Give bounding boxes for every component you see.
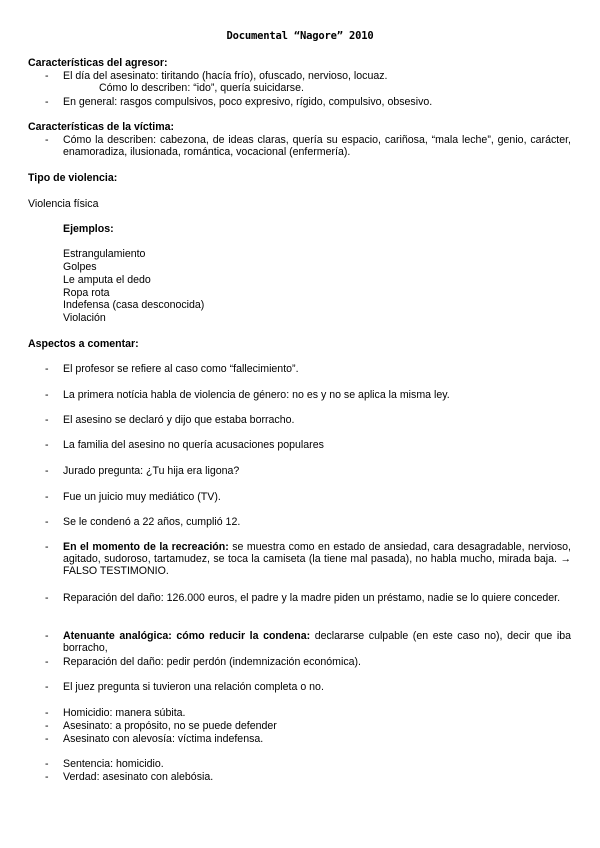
bullet-dash: - [45,771,49,783]
aspecto-item-9: Reparación del daño: 126.000 euros, el padre y la madre piden un préstamo, nadie se lo quiere conceder. [63,592,561,604]
bullet-dash: - [45,134,49,146]
aspecto-item-10-bold: Atenuante analógica: cómo reducir la condena: [63,630,311,642]
aspecto-item-15: Asesinato con alevosía: víctima indefensa. [63,733,264,745]
example-item: Indefensa (casa desconocida) [63,299,205,311]
bullet-dash: - [45,592,49,604]
aspecto-item-14: Asesinato: a propósito, no se puede defender [63,720,277,732]
example-item: Violación [63,312,106,324]
bullet-dash: - [45,465,49,477]
bullet-dash: - [45,70,49,82]
agresor-item-2: En general: rasgos compulsivos, poco expresivo, rígido, compulsivo, obsesivo. [63,96,433,108]
aspecto-item-16: Sentencia: homicidio. [63,758,164,770]
agresor-item-1-sub: Cómo lo describen: “ido”, quería suicidarse. [99,82,304,94]
bullet-dash: - [45,681,49,693]
document-title: Documental “Nagore” 2010 [226,30,374,42]
bullet-dash: - [45,720,49,732]
aspecto-item-17: Verdad: asesinato con alebósia. [63,771,214,783]
aspecto-item-8-bold: En el momento de la recreación: [63,541,229,553]
aspecto-item-11: Reparación del daño: pedir perdón (indemnización económica). [63,656,361,668]
bullet-dash: - [45,630,49,642]
bullet-dash: - [45,439,49,451]
aspecto-item-1: El profesor se refiere al caso como “fallecimiento”. [63,363,299,375]
aspecto-item-7: Se le condenó a 22 años, cumplió 12. [63,516,241,528]
aspecto-item-8-text: se muestra como en estado de ansiedad, cara desagradable, nervioso, agitado, sudoroso, tartamudez, se toca la camiseta (la tiene mal pasada), no habla mucho, mirada baja. → FALSO TESTIMONIO. [63,541,571,578]
example-item: Ropa rota [63,287,110,299]
example-item: Le amputa el dedo [63,274,151,286]
violencia-type: Violencia física [28,198,99,210]
victima-heading: Características de la víctima: [28,121,175,133]
bullet-dash: - [45,758,49,770]
agresor-heading: Características del agresor: [28,57,168,69]
bullet-dash: - [45,516,49,528]
bullet-dash: - [45,491,49,503]
bullet-dash: - [45,363,49,375]
aspecto-item-5: Jurado pregunta: ¿Tu hija era ligona? [63,465,240,477]
ejemplos-heading: Ejemplos: [63,223,114,235]
aspecto-item-12: El juez pregunta si tuvieron una relación completa o no. [63,681,324,693]
victima-item-1: Cómo la describen: cabezona, de ideas claras, quería su espacio, cariñosa, “mala leche”, genio, carácter, enamoradiza, ilusionada, romántica, vocacional (enfermería). [63,134,571,159]
agresor-item-1: El día del asesinato: tiritando (hacía frío), ofuscado, nervioso, locuaz. [63,70,388,82]
bullet-dash: - [45,541,49,553]
bullet-dash: - [45,389,49,401]
aspecto-item-2: La primera notícia habla de violencia de género: no es y no se aplica la misma ley. [63,389,450,401]
aspecto-item-3: El asesino se declaró y dijo que estaba borracho. [63,414,295,426]
example-item: Golpes [63,261,97,273]
aspecto-item-6: Fue un juicio muy mediático (TV). [63,491,221,503]
bullet-dash: - [45,414,49,426]
aspecto-item-13: Homicidio: manera súbita. [63,707,186,719]
bullet-dash: - [45,96,49,108]
violencia-heading: Tipo de violencia: [28,172,118,184]
bullet-dash: - [45,733,49,745]
bullet-dash: - [45,656,49,668]
aspectos-heading: Aspectos a comentar: [28,338,139,350]
aspecto-item-4: La familia del asesino no quería acusaciones populares [63,439,324,451]
example-item: Estrangulamiento [63,248,146,260]
aspecto-item-10-text: declararse culpable (en este caso no), decir que iba borracho, [63,630,571,655]
aspecto-item-8 [63,541,571,578]
bullet-dash: - [45,707,49,719]
aspecto-item-10 [63,630,571,654]
